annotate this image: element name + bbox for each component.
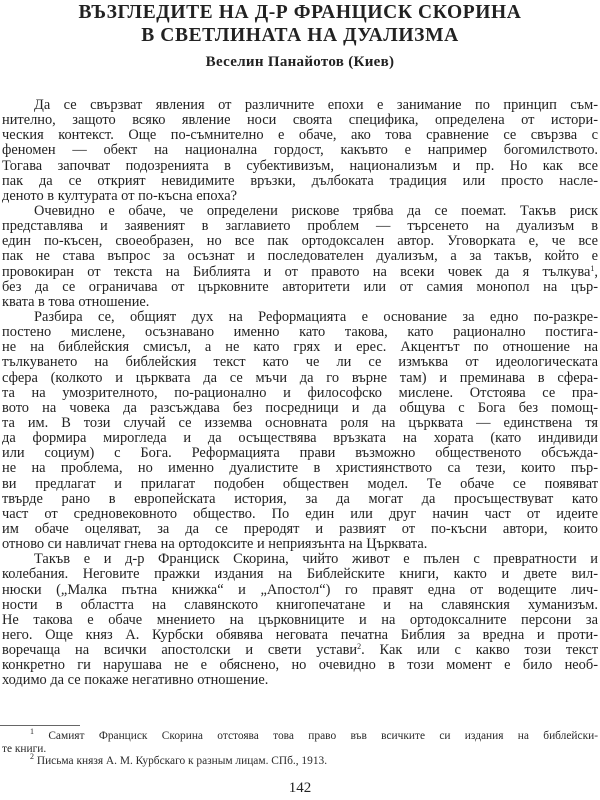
footnote-1 — [2, 727, 598, 743]
body-line: него. Още княз А. Курбски обявява неговата печатна Библия за вредна и проти- — [2, 626, 598, 643]
body-line: Не такова е обаче мнението на църковниците и на ортодоксалните персони за — [2, 611, 598, 628]
body-line: пак да се открият невидимите връзки, дълбоката традиция или просто насле- — [2, 172, 598, 189]
body-line: нително, защото всяко явление носи своята специфика, определена от истори- — [2, 112, 598, 129]
body-line: та им. В този случай се изземва основната роля на църквата — единствена тя — [2, 414, 598, 431]
body-line: твърде рано в европейската история, за да могат да просъществуват като — [2, 490, 598, 507]
footnotes — [2, 727, 598, 768]
body-line: постено мислене, осъзнавано именно като такова, като рационално постига- — [2, 324, 598, 341]
article-title-line-1: ВЪЗГЛЕДИТЕ НА Д-Р ФРАНЦИСК СКОРИНА — [78, 2, 522, 23]
body-line: пак не става въпрос за осъзнат и последователен дуализъм, а за такъв, който е — [2, 248, 598, 265]
footnote-number: 2 — [30, 752, 34, 761]
body-line: Разбира се, общият дух на Реформацията е основание за едно по-разкре- — [34, 308, 598, 325]
body-line-tail: . Как или с какво този текст — [361, 642, 598, 659]
body-line-tail: , — [594, 263, 598, 280]
body-line: или социум) с Бога. Реформацията прави възможно общественото обсъжда- — [2, 445, 598, 462]
body-line: без да се ограничава от църковните авторитети или от самия монопол на цър- — [2, 278, 598, 295]
body-line: един по-късен, своеобразен, но все пак ортодоксален автор. Уговорката е, че все — [2, 233, 598, 250]
body-line: ви предлагат и прилагат подобен обществен модел. Те обаче се появяват — [2, 475, 598, 492]
body-line: квата в това отношение. — [2, 293, 150, 310]
body-line-with-footnote-ref — [2, 643, 598, 658]
body-line: не на библейския смисъл, а не като грях и ерес. Акцентът по отношение на — [2, 339, 598, 356]
body-line-with-footnote-ref — [2, 265, 598, 280]
footnote-2 — [2, 752, 598, 768]
footnote-separator — [0, 725, 80, 726]
footnote-number: 1 — [30, 727, 34, 736]
body-line: нюски („Малка пътна книжка“ и „Апостол“) го правят една от водещите лич- — [2, 581, 598, 598]
body-line: сфера (колкото и църквата да се мъчи да го върне там) и преминава в сфера- — [2, 369, 598, 386]
body-line: та на умозрителното, по-рационално и философско мислене. Отстоява се пра- — [2, 384, 598, 401]
footnote-ref-1[interactable]: 1 — [590, 263, 595, 273]
body-line: ческия контекст. Още по-съмнително е обаче, ако това сравнение се свързва с — [2, 127, 598, 144]
body-line: феномен — обект на национална гордост, какъвто е например богомилството. — [2, 142, 598, 159]
body-line: ности в областта на славянското книгопечатане и на славянския хуманизъм. — [2, 596, 598, 613]
article-body — [2, 98, 598, 688]
body-line: Такъв е и д-р Франциск Скорина, чийто живот е пълен с превратности и — [34, 551, 598, 568]
body-line: отново си навличат гнева на ортодоксите и неприязънта на Църквата. — [2, 536, 428, 553]
body-line: конкретно ги нарушава не е обяснено, но очевидно в този момент е било необ- — [2, 657, 598, 674]
article-author: Веселин Панайотов (Киев) — [205, 54, 395, 70]
body-line: Очевидно е обаче, че определени рискове трябва да се поемат. Такъв риск — [34, 202, 598, 219]
body-line: вото на човека да разсъждава без посредници и да общува с Бога без помощ- — [2, 399, 598, 416]
body-line: не на проблема, но именно дуалистите в християнството са тези, които пър- — [2, 460, 598, 477]
body-line-text: провокиран от текста на Библията и от правото на всеки човек да я тълкува — [2, 263, 591, 280]
body-line-text: воречаща на всички апостолски и свети устави — [2, 642, 358, 659]
article-title-line-2: В СВЕТЛИНАТА НА ДУАЛИЗМА — [141, 25, 459, 46]
body-line: Тогава започват подозренията в субективизъм, национализъм и пр. Но как все — [2, 157, 598, 174]
page-number: 142 — [288, 780, 312, 796]
footnote-text: Самият Франциск Скорина отстоява това право във всичките си издания на библейски- — [48, 730, 598, 742]
body-line: колебания. Неговите пражки издания на Библейските книги, както и двете вил- — [2, 566, 598, 583]
body-line: да формира мирогледа и да осъществява връзката на хората (като индивиди — [2, 430, 598, 447]
footnote-ref-2[interactable]: 2 — [357, 642, 362, 652]
body-line: представлява и заявеният в заглавието проблем — търсенето на дуализъм в — [2, 218, 598, 235]
body-line: тълкуването на библейския текст като че ли се измъква от идеологическата — [2, 354, 598, 371]
body-line: им обаче оцеляват, за да се преродят и развият от по-късни автори, които — [2, 520, 598, 537]
body-line: Да се свързват явления от различните епохи е занимание по принцип съм- — [34, 97, 598, 113]
body-line: деното в културата от по-късна епоха? — [2, 187, 237, 204]
body-line: част от средновековното общество. По един или друг начин част от идеите — [2, 505, 598, 522]
footnote-text: Письма князя А. М. Курбскаго к разным лицам. СПб., 1913. — [36, 755, 328, 767]
body-line: ходимо да се покаже негативно отношение. — [2, 672, 269, 689]
footnote-1-continuation: те книги. — [2, 742, 47, 755]
